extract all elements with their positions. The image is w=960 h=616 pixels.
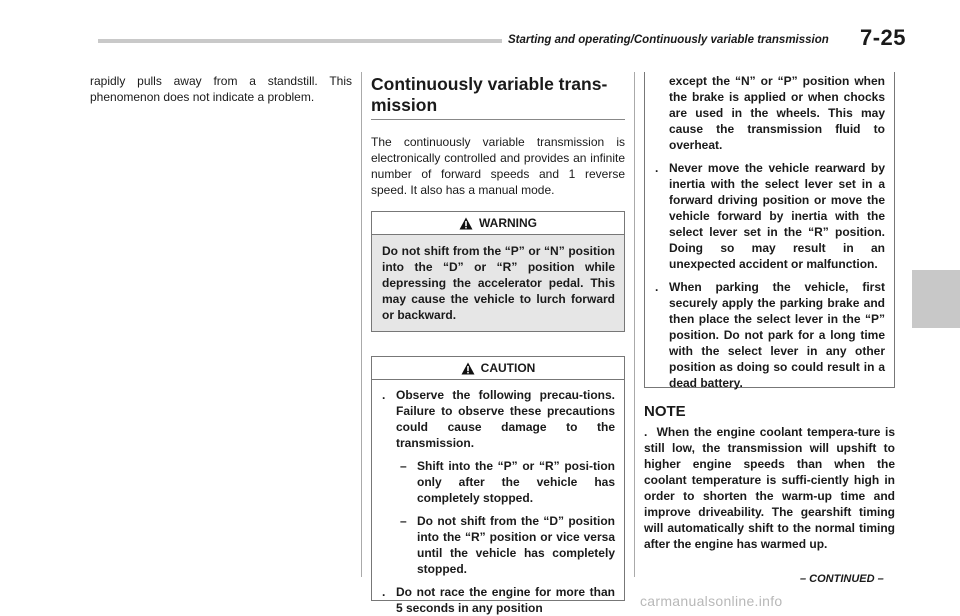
caution-item-text: Do not race the engine for more than 5 seconds in any position bbox=[396, 585, 615, 615]
caution-item-text: Observe the following precau-tions. Failure to observe these precautions could cause damage to the transmission. bbox=[396, 388, 615, 450]
note-heading: NOTE bbox=[644, 403, 686, 420]
note-text bbox=[644, 424, 895, 552]
caution-box-continued bbox=[644, 72, 895, 388]
caution-subitem-text: Do not shift from the “D” position into the “R” position or vice versa until the vehicle has completely stopped. bbox=[417, 514, 615, 576]
intro-paragraph: The continuously variable transmission is electronically controlled and provides an infinite number of forward speeds and 1 reverse speed. It also has a manual mode. bbox=[371, 135, 625, 197]
column-left bbox=[90, 73, 352, 105]
watermark: carmanualsonline.info bbox=[640, 593, 783, 609]
caution-item-text: Never move the vehicle rearward by inertia with the select lever set in a forward driving position or move the vehicle forward by inertia with the select lever set in the “R” position. Doing so may result in an unexpected accident or malfunction. bbox=[669, 161, 885, 271]
column-divider bbox=[361, 72, 362, 577]
caution-box bbox=[371, 380, 625, 615]
warning-text: Do not shift from the “P” or “N” position into the “D” or “R” position while depressing the accelerator pedal. This may cause the vehicle to lurch forward or backward. bbox=[382, 244, 615, 322]
caution-subitem bbox=[400, 513, 615, 577]
caution-header bbox=[371, 356, 625, 380]
caution-subitem-text: Shift into the “P” or “R” posi-tion only after the vehicle has completely stopped. bbox=[417, 459, 615, 505]
note-body: When the engine coolant tempera-ture is still low, the transmission will upshift to higher engine speeds than when the coolant temperature is suffi-ciently high in order to shorten the warm-up time and improve driveability. The gearshift timing will automatically shift to the normal timing after the engine has warmed up. bbox=[644, 425, 896, 551]
dash-mark: – bbox=[400, 514, 407, 528]
warning-triangle-icon bbox=[461, 362, 475, 375]
page-number: 7-25 bbox=[860, 25, 907, 50]
bullet-mark: . bbox=[644, 425, 648, 439]
column-right bbox=[644, 72, 895, 552]
column-divider bbox=[634, 72, 635, 577]
caution-label: CAUTION bbox=[480, 361, 536, 375]
caution-continuation-text: except the “N” or “P” position when the brake is applied or when chocks are used in the wheels. This may cause the transmission fluid to overheat. bbox=[669, 74, 885, 152]
caution-item bbox=[655, 279, 885, 391]
continued-marker: – CONTINUED – bbox=[800, 573, 884, 585]
section-heading: Continuously variable trans-mission bbox=[371, 74, 608, 115]
bullet-mark: . bbox=[655, 280, 659, 294]
column-middle bbox=[371, 74, 625, 615]
dash-mark: – bbox=[400, 459, 407, 473]
warning-box bbox=[371, 235, 625, 332]
chapter-thumb-tab bbox=[912, 270, 960, 328]
warning-triangle-icon bbox=[459, 217, 473, 230]
header-section-title: Starting and operating/Continuously variable transmission bbox=[508, 34, 829, 46]
caution-subitem bbox=[400, 458, 615, 506]
continued-paragraph: rapidly pulls away from a standstill. This phenomenon does not indicate a problem. bbox=[90, 74, 352, 104]
caution-item bbox=[382, 387, 615, 451]
caution-item-text: When parking the vehicle, first securely apply the parking brake and then place the select lever in the “P” position. Do not park for a long time with the select lever in any other position as doing so could result in a dead battery. bbox=[669, 280, 885, 390]
bullet-mark: . bbox=[382, 388, 386, 402]
caution-item bbox=[655, 160, 885, 272]
header-rule bbox=[98, 39, 502, 43]
warning-header bbox=[371, 211, 625, 235]
heading-rule bbox=[371, 119, 625, 120]
warning-label: WARNING bbox=[479, 216, 537, 230]
bullet-mark: . bbox=[655, 161, 659, 175]
bullet-mark: . bbox=[382, 585, 386, 599]
caution-item bbox=[382, 584, 615, 616]
